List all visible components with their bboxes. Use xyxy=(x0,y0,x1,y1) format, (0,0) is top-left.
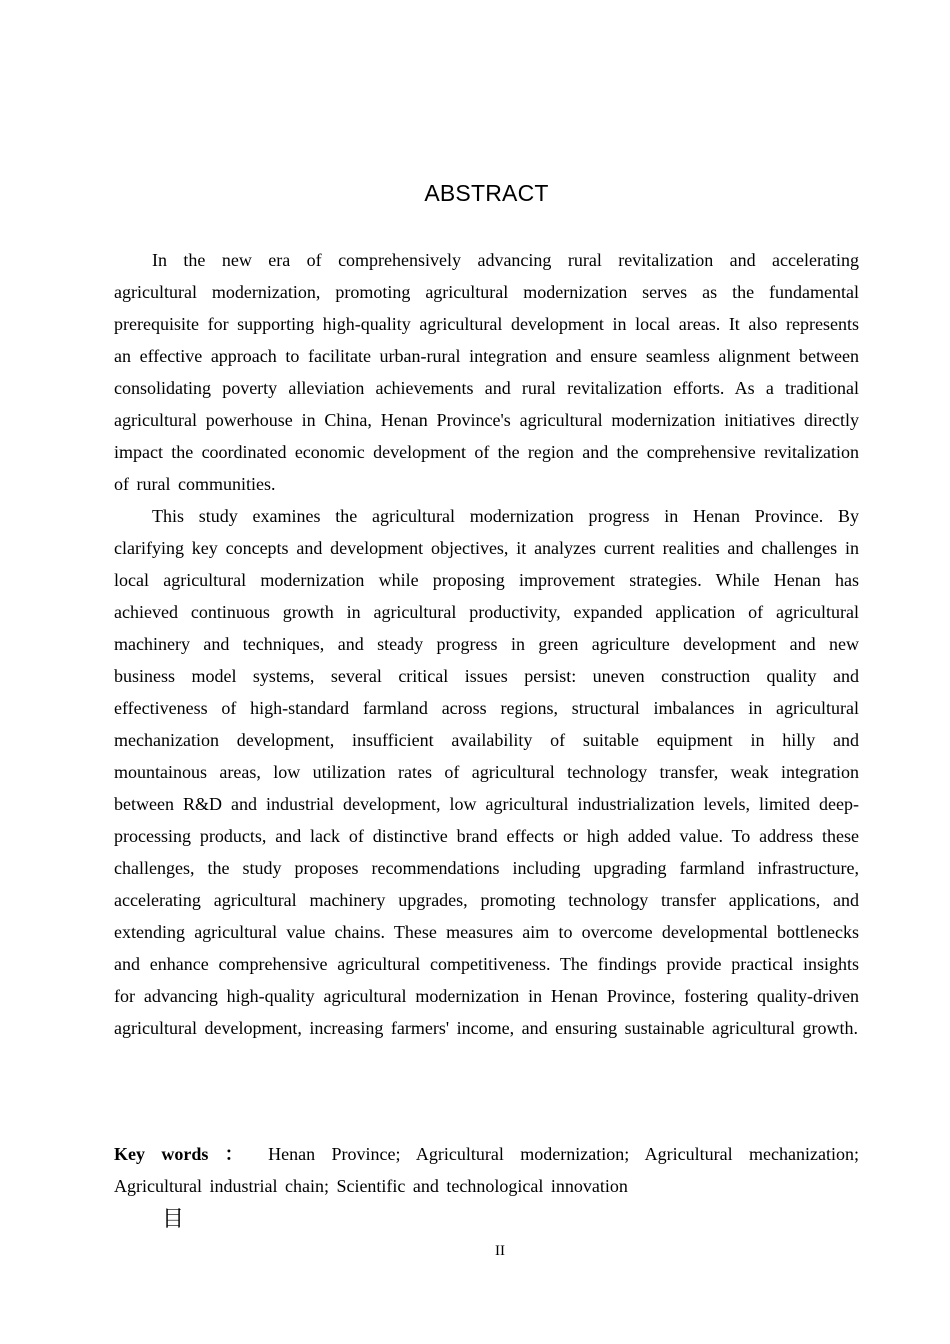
abstract-body xyxy=(114,244,859,1044)
abstract-paragraph-2: This study examines the agricultural modernization progress in Henan Province. By clarifying key concepts and development objectives, it analyzes current realities and challenges in local agricultural modernization while proposing improvement strategies. While Henan has achieved continuous growth in agricultural productivity, expanded application of agricultural machinery and techniques, and steady progress in green agriculture development and new business model systems, several critical issues persist: uneven construction quality and effectiveness of high-standard farmland across regions, structural imbalances in agricultural mechanization development, insufficient availability of suitable equipment in hilly and mountainous areas, low utilization rates of agricultural technology transfer, weak integration between R&D and industrial development, low agricultural industrialization levels, limited deep-processing products, and lack of distinctive brand effects or high added value. To address these challenges, the study proposes recommendations including upgrading farmland infrastructure, accelerating agricultural machinery upgrades, promoting technology transfer applications, and extending agricultural value chains. These measures aim to overcome developmental bottlenecks and enhance comprehensive agricultural competitiveness. The findings provide practical insights for advancing high-quality agricultural modernization in Henan Province, fostering quality-driven agricultural development, increasing farmers' income, and ensuring sustainable agricultural growth. xyxy=(114,506,859,1038)
abstract-title: ABSTRACT xyxy=(424,180,549,206)
keywords-text: Henan Province; Agricultural modernization; Agricultural mechanization; Agricultural industrial chain; Scientific and technological innovation xyxy=(114,1144,859,1196)
page-number: II xyxy=(495,1243,505,1259)
stray-heading-char: 目 xyxy=(162,1207,185,1232)
keywords-line xyxy=(114,1138,859,1202)
abstract-paragraph-1: In the new era of comprehensively advancing rural revitalization and accelerating agricultural modernization, promoting agricultural modernization serves as the fundamental prerequisite for supporting high-quality agricultural development in local areas. It also represents an effective approach to facilitate urban-rural integration and ensure seamless alignment between consolidating poverty alleviation achievements and rural revitalization efforts. As a traditional agricultural powerhouse in China, Henan Province's agricultural modernization initiatives directly impact the coordinated economic development of the region and the comprehensive revitalization of rural communities. xyxy=(114,250,859,494)
keywords-label: Key words ： xyxy=(114,1144,252,1164)
